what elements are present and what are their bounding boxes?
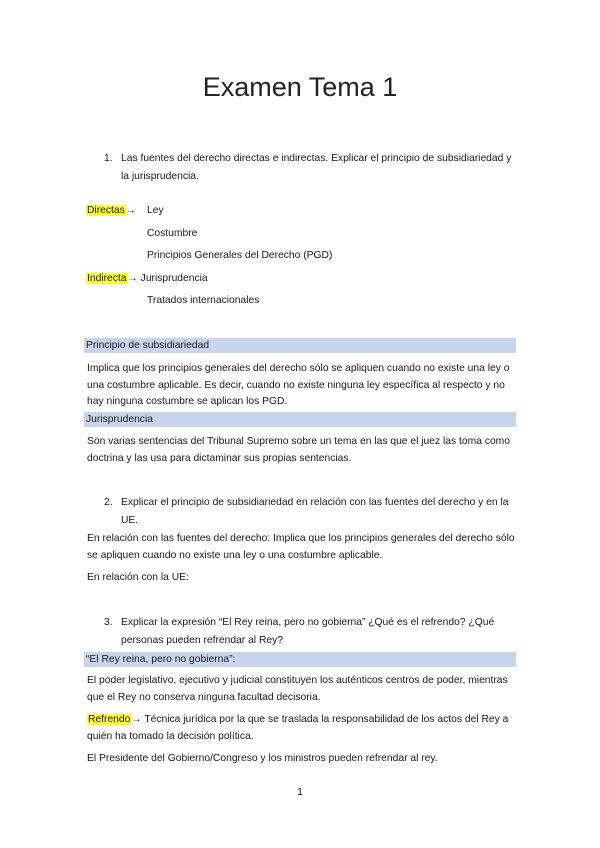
directas-label: Directas	[87, 205, 125, 216]
question-text: Explicar el principio de subsidiariedad en relación con las fuentes del derecho y en la UE.	[121, 497, 509, 526]
arrow-icon: →	[125, 205, 137, 216]
indirecta-row	[86, 272, 208, 286]
fuente-item: Principios Generales del Derecho (PGD)	[147, 250, 333, 261]
refrendo-label: Refrendo	[88, 714, 131, 725]
question-text: Las fuentes del derecho directas e indirectas. Explicar el principio de subsidiariedad y la jurisprudencia.	[121, 153, 512, 182]
refrendar-paragraph: El Presidente del Gobierno/Congreso y los ministros pueden refrendar al rey.	[87, 753, 438, 764]
arrow-icon: →	[127, 273, 138, 284]
document-title: Examen Tema 1	[202, 72, 398, 102]
directas-row	[86, 204, 136, 218]
section-paragraph: Implica que los principios generales del derecho sólo se apliquen cuando no existe una ley o una costumbre aplicable. Es decir, cuando no existe ninguna ley específica al respecto y no hay ninguna costumbre se aplican los PGD.	[87, 363, 510, 407]
question-text: Explicar la expresión “El Rey reina, pero no gobierna” ¿Qué es el refrendo? ¿Qué personas pueden refrendar al Rey?	[121, 617, 495, 646]
question-1	[104, 150, 514, 186]
question-2	[104, 494, 514, 530]
fuente-item: Costumbre	[147, 228, 198, 239]
indirecta-label: Indirecta	[87, 273, 127, 284]
question-number: 2.	[104, 497, 113, 508]
fuente-item: Jurisprudencia	[140, 273, 208, 284]
question-3	[104, 614, 514, 650]
section-paragraph: El poder legislativo, ejecutivo y judicial constituyen los auténticos centros de poder, mientras que el Rey no conserva ninguna facultad decisoria.	[87, 675, 508, 703]
section-paragraph: Son varias sentencias del Tribunal Supremo sobre un tema en las que el juez las toma como doctrina y las usa para dictaminar sus propias sentencias.	[87, 436, 510, 464]
question-number: 1.	[104, 153, 113, 164]
section-heading: Principio de subsidiariedad	[84, 338, 516, 353]
arrow-icon: →	[131, 714, 142, 725]
refrendo-text: Técnica jurídica por la que se traslada la responsabilidad de los actos del Rey a quién ha tomado la decisión política.	[87, 714, 509, 742]
question-number: 3.	[104, 617, 113, 628]
fuente-item: Ley	[147, 205, 164, 216]
fuente-item: Tratados internacionales	[147, 295, 260, 306]
section-heading: “El Rey reina, pero no gobierna”:	[84, 652, 516, 667]
answer-paragraph: En relación con las fuentes del derecho: Implica que los principios generales del derecho sólo se apliquen cuando no existe una ley o una costumbre aplicable.	[87, 533, 515, 561]
section-heading: Jurisprudencia	[84, 412, 516, 427]
refrendo-paragraph	[87, 712, 519, 745]
page-number: 1	[297, 786, 303, 798]
answer-paragraph: En relación con la UE:	[87, 572, 189, 583]
